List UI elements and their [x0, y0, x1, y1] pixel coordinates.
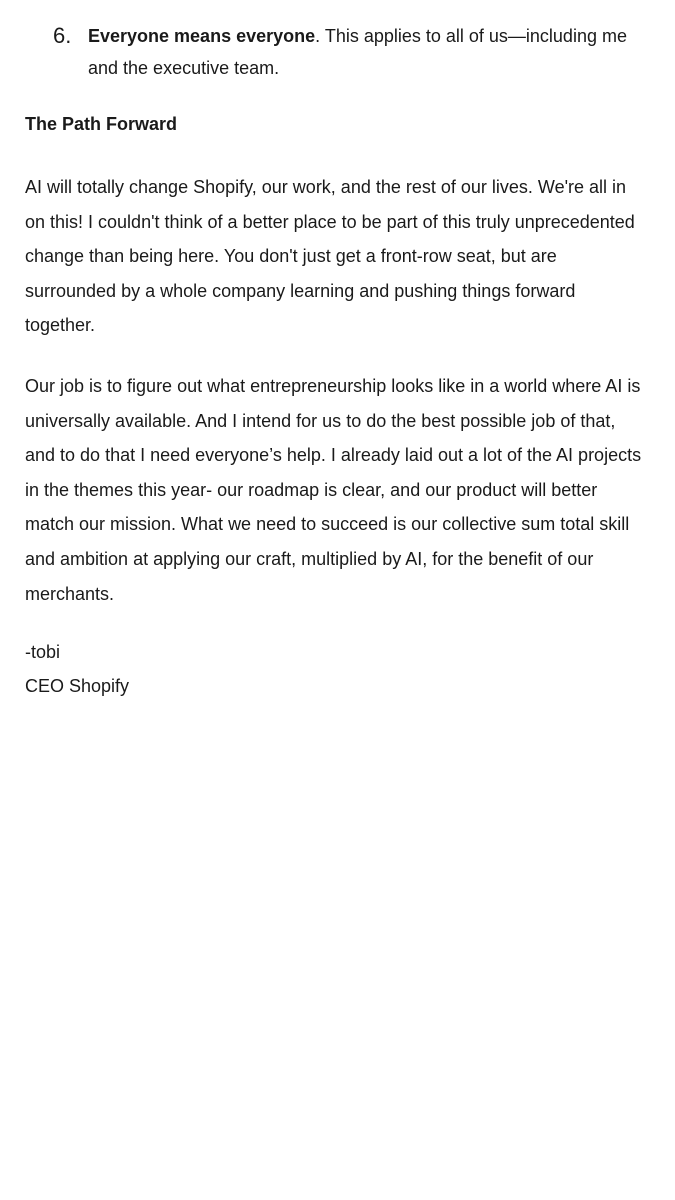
- list-item-text: [88, 20, 645, 84]
- list-item-bold-text: Everyone means everyone: [88, 26, 316, 46]
- paragraph-1: AI will totally change Shopify, our work, and the rest of our lives. We're all in on this! I couldn't think of a better place to be part of this truly unprecedented change than being here. You don't just get a front-row seat, but are surrounded by a whole company learning and pushing things forward together.: [25, 177, 635, 336]
- signature-title: CEO Shopify: [25, 676, 130, 696]
- list-number: 6.: [53, 23, 72, 48]
- signature-name: -tobi: [25, 642, 61, 662]
- list-item-body-text: . This applies to all of us—including me and the executive team.: [88, 26, 627, 78]
- list-item-6: [25, 20, 645, 84]
- paragraph-2: Our job is to figure out what entrepreneurship looks like in a world where AI is universally available. And I intend for us to do the best possible job of that, and to do that I need everyone’s help. I already laid out a lot of the AI projects in the themes this year- our roadmap is clear, and our product will better match our mission. What we need to succeed is our collective sum total skill and ambition at applying our craft, multiplied by AI, for the benefit of our merchants.: [25, 376, 642, 604]
- section-heading: The Path Forward: [25, 114, 178, 134]
